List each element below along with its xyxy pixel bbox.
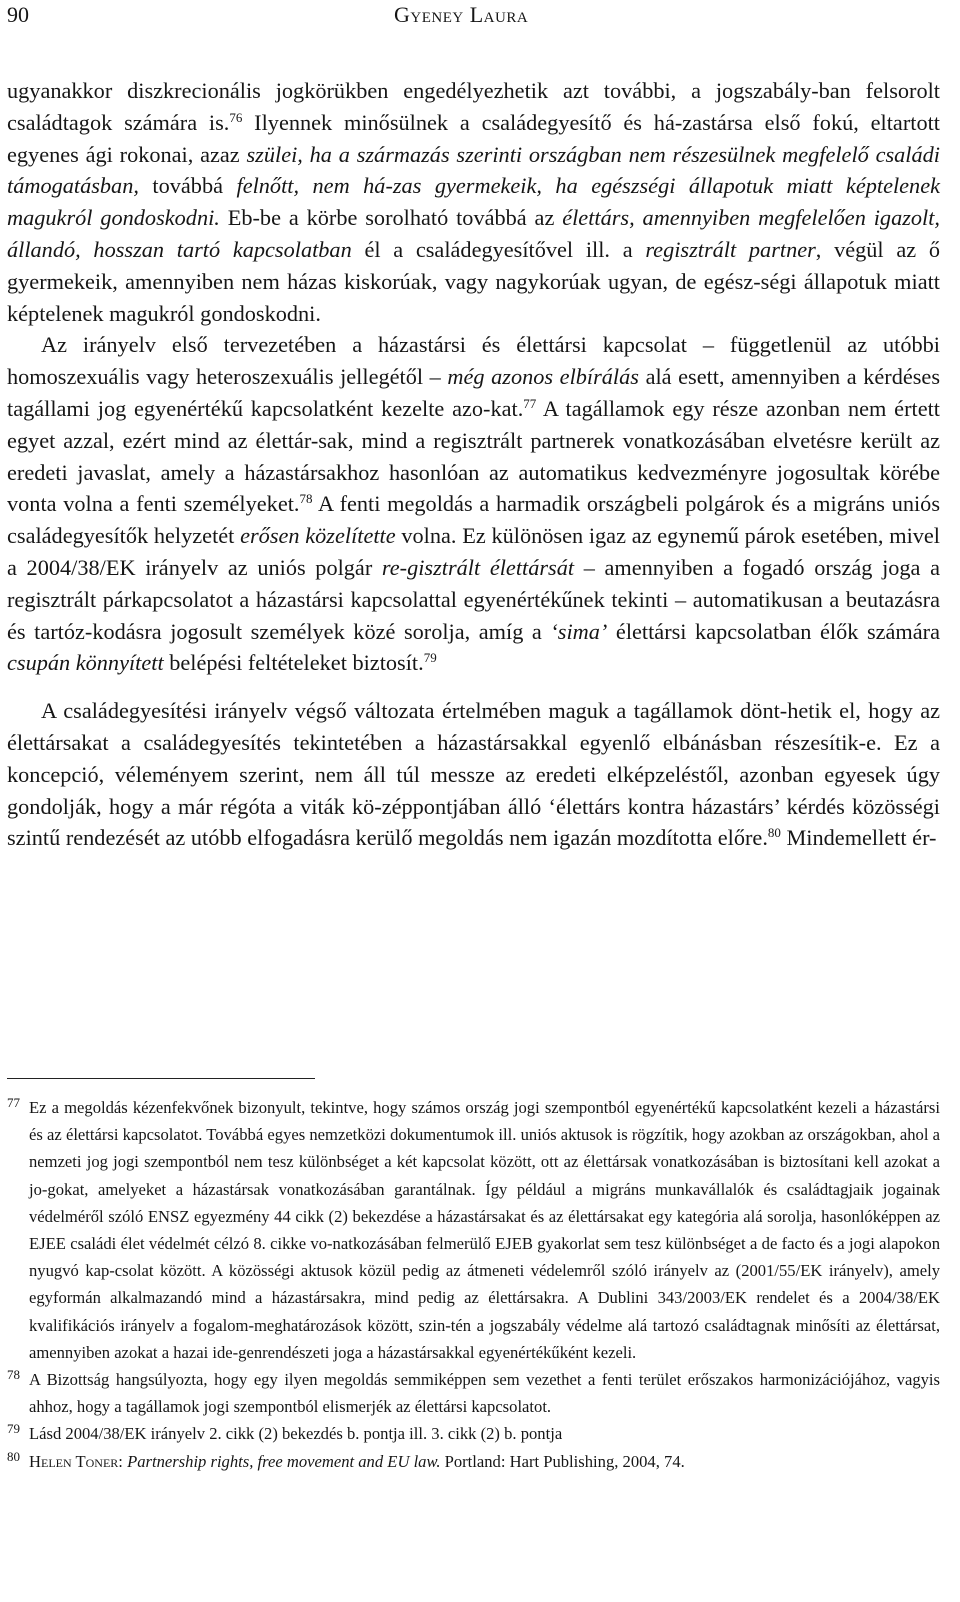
text-run: – amennyiben a fogadó ország joga a regisztrált párkapcsolatot a házastársi kapcsolattal egyenértékűnek tekinti – automatikusan a beutazásra és tartóz-kodásra jogosult személyek közé sorolja, amíg a bbox=[7, 554, 940, 644]
footnote-ref-77[interactable]: 77 bbox=[523, 395, 537, 411]
italic-run: regisztrált partner bbox=[645, 236, 816, 262]
footnote-text: Ez a megoldás kézenfekvőnek bizonyult, tekintve, hogy számos ország jogi szempontból egyenértékű kapcsolatként kezeli a házastársi és az élettársi kapcsolatot. Továbbá egyes nemzetközi dokumentumok ill. uniós aktusok is rögzítik, hogy azokban az országokban, ahol a nemzeti jog jogi szempontból nem tesz különbséget a két kapcsolat között, ott az élettársak vonatkozásában is biztosítani kell azokat a jo-gokat, amelyeket a házastársak vonatkozásában garantálnak. Így például a migráns munkavállalók és családtagjaik jogainak védelméről szóló ENSZ egyezmény 44 cikk (2) bekezdése a házastársakat és az élettársakat egy kategória alá sorolja, hasonlóképpen az EJEE családi élet védelmét célzó 8. cikke vo-natkozásában felmerülő EJEB gyakorlat sem tesz különbséget a de facto és a jogi alapokon nyugvó kap-csolat között. A közösségi aktusok közül pedig az átmeneti védelemről szóló irányelv az (2001/55/EK irányelv), amely egyformán alkalmazandó mind a házastársakra, mind pedig az élettársakra. A Dublini 343/2003/EK rendelet és a 2004/38/EK kvalifikációs irányelv a fogalom-meghatározások között, szin-tén a jogszabály védelme alá tartozó családtagnak minősíti az élettársat, amennyiben azokat a hazai ide-genrendészeti joga a házastársakkal egyenértékűként kezeli. bbox=[29, 1098, 940, 1362]
footnote-78 bbox=[7, 1366, 940, 1420]
paragraph-3 bbox=[7, 695, 940, 854]
footnote-title: Partnership rights, free movement and EU law. bbox=[127, 1451, 441, 1471]
page-number: 90 bbox=[7, 2, 29, 27]
text-run: élettársi kapcsolatban élők számára bbox=[607, 618, 940, 644]
footnote-author: Helen Toner bbox=[29, 1451, 119, 1471]
text-run: alá esett, amennyiben a kérdéses tagállami jog egyenértékű kapcsolatként kezelte azo-kat. bbox=[7, 364, 940, 421]
footnote-number: 79 bbox=[7, 1421, 20, 1437]
text-run: A fenti megoldás a harmadik országbeli polgárok és a migráns uniós családegyesítők helyzetét bbox=[7, 491, 941, 549]
text-run: ugyanakkor diszkrecionális jogkörükben engedélyezhetik azt további, a jogszabály-ban felsorolt családtagok számára is. bbox=[7, 78, 940, 135]
italic-run: csupán könnyített bbox=[7, 650, 164, 676]
italic-run: ‘sima’ bbox=[550, 618, 608, 644]
paragraph-2 bbox=[7, 329, 940, 679]
text-run: Az irányelv első tervezetében a házastársi és élettársi kapcsolat – függetlenül az utóbbi homoszexuális vagy heteroszexuális jellegétől – bbox=[7, 332, 940, 390]
running-head: Gyeney Laura bbox=[394, 2, 529, 27]
footnote-text: A Bizottság hangsúlyozta, hogy egy ilyen megoldás semmiképpen sem vezethet a fenti terület erőszakos harmonizációjához, vagyis ahhoz, hogy a tagállamok jogi szempontból elismerjék az élettársi kapcsolatot. bbox=[29, 1370, 940, 1417]
footnote-separator bbox=[7, 1078, 315, 1079]
italic-run: felnőtt, nem há-zas gyermekeik, ha egészségi állapotuk miatt képtelenek magukról gondoskodni. bbox=[7, 173, 940, 231]
text-run: volna. Ez különösen igaz az egynemű párok esetében, mivel a 2004/38/EK irányelv az uniós polgár bbox=[7, 523, 941, 580]
footnote-number: 80 bbox=[7, 1448, 20, 1464]
text-run: : bbox=[118, 1451, 128, 1471]
text-run: belépési feltételeket biztosít. bbox=[163, 650, 424, 676]
footnote-ref-78[interactable]: 78 bbox=[299, 491, 313, 507]
text-run: továbbá bbox=[138, 173, 237, 199]
footnote-ref-80[interactable]: 80 bbox=[767, 825, 781, 841]
text-run: él a családegyesítővel ill. a bbox=[351, 236, 646, 262]
italic-run: még azonos elbírálás bbox=[447, 364, 639, 390]
text-run: Eb-be a körbe sorolható továbbá az bbox=[219, 205, 563, 231]
italic-run: élettárs, amennyiben megfelelően igazolt, állandó, hosszan tartó kapcsolatban bbox=[7, 205, 941, 262]
footnote-number: 77 bbox=[7, 1095, 20, 1110]
text-run: Ilyennek minősülnek a családegyesítő és há-zastársa első fokú, eltartott egyenes ági rokonai, azaz bbox=[7, 109, 940, 167]
text-run: Mindemellett ér- bbox=[780, 825, 937, 851]
paragraph-1 bbox=[7, 75, 940, 329]
footnote-80 bbox=[7, 1448, 940, 1475]
italic-run: erősen közelítette bbox=[240, 523, 396, 549]
footnote-text: Lásd 2004/38/EK irányelv 2. cikk (2) bekezdés b. pontja ill. 3. cikk (2) b. pontja bbox=[29, 1424, 563, 1444]
main-text bbox=[7, 75, 940, 854]
footnote-ref-76[interactable]: 76 bbox=[229, 109, 243, 125]
text-run: , végül az ő gyermekeik, amennyiben nem házas kiskorúak, vagy nagykorúak ugyan, de egész-ségi állapotuk miatt képtelenek magukról gondoskodni. bbox=[7, 236, 940, 326]
footnote-ref-79[interactable]: 79 bbox=[423, 650, 437, 666]
page-header bbox=[7, 2, 940, 32]
italic-run: szülei, ha a származás szerinti országban nem részesülnek megfelelő családi támogatásban, bbox=[7, 141, 940, 199]
text-run: A tagállamok egy része azonban nem értett egyet azzal, ezért mind az élettár-sak, mind a regisztrált partnerek vonatkozásában elvetésre került az eredeti javaslat, amely a házastársakhoz hasonlóan az automatikus kedvezményre jogosultak körébe vonta volna a fenti személyeket. bbox=[7, 395, 940, 517]
footnote-77 bbox=[7, 1094, 940, 1366]
footnote-79 bbox=[7, 1420, 940, 1447]
footnote-text: Portland: Hart Publishing, 2004, 74. bbox=[440, 1451, 685, 1471]
footnotes bbox=[7, 1094, 940, 1475]
italic-run: re-gisztrált élettársát bbox=[381, 554, 575, 580]
text-run: A családegyesítési irányelv végső változata értelmében maguk a tagállamok dönt-hetik el, hogy az élettársakat a családegyesítés tekintetében a házastársakkal egyenlő elbánásban részesítik-e. Ez a koncepció, véleményem szerint, nem áll túl messze az eredeti elképzeléstől, azonban egyesek úgy gondolják, hogy a már régóta a viták kö-zéppontjában álló ‘élettárs kontra házastárs’ kérdés közösségi szintű rendezését az utóbb elfogadásra kerülő megoldás nem igazán mozdította előre. bbox=[7, 698, 940, 851]
footnote-number: 78 bbox=[7, 1367, 20, 1383]
